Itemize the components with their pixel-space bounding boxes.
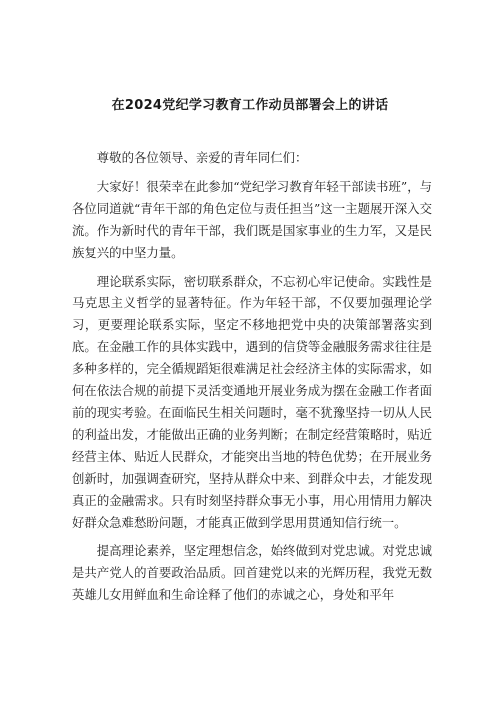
paragraph-2: 理论联系实际，密切联系群众，不忘初心牢记使命。实践性是马克思主义哲学的显著特征。作为年轻干部，不仅要加强理论学习，更要理论联系实际，坚定不移地把党中央的决策部署落实到底。在金融工作的具体实践中，遇到的信贷等金融服务需求往往是多种多样的，完全循规蹈矩很难满足社会经济主体的实际需求，如何在依法合规的前提下灵活变通地开展业务成为摆在金融工作者面前的现实考验。在面临民生相关问题时，毫不犹豫坚持一切从人民的利益出发，才能做出正确的业务判断；在制定经营策略时，贴近经营主体、贴近人民群众，才能突出当地的特色优势；在开展业务创新时，加强调查研究，坚持从群众中来、到群众中去，才能发现真正的金融需求。只有时刻坚持群众事无小事，用心用情用力解决好群众急难愁盼问题，才能真正做到学思用贯通知信行统一。 bbox=[72, 273, 432, 530]
document-body bbox=[72, 147, 432, 613]
document-title: 在2024党纪学习教育工作动员部署会上的讲话 bbox=[111, 98, 389, 113]
salutation: 尊敬的各位领导、亲爱的青年同仁们： bbox=[96, 150, 308, 165]
paragraph-3: 提高理论素养，坚定理想信念，始终做到对党忠诚。对党忠诚是共产党人的首要政治品质。回首建党以来的光辉历程，我党无数英雄儿女用鲜血和生命诠释了他们的赤诚之心，身处和平年 bbox=[72, 543, 432, 603]
paragraph-1: 大家好！很荣幸在此参加“党纪学习教育年轻干部读书班”，与各位同道就“青年干部的角色定位与责任担当”这一主题展开深入交流。作为新时代的青年干部，我们既是国家事业的生力军，又是民族复兴的中坚力量。 bbox=[72, 178, 432, 260]
